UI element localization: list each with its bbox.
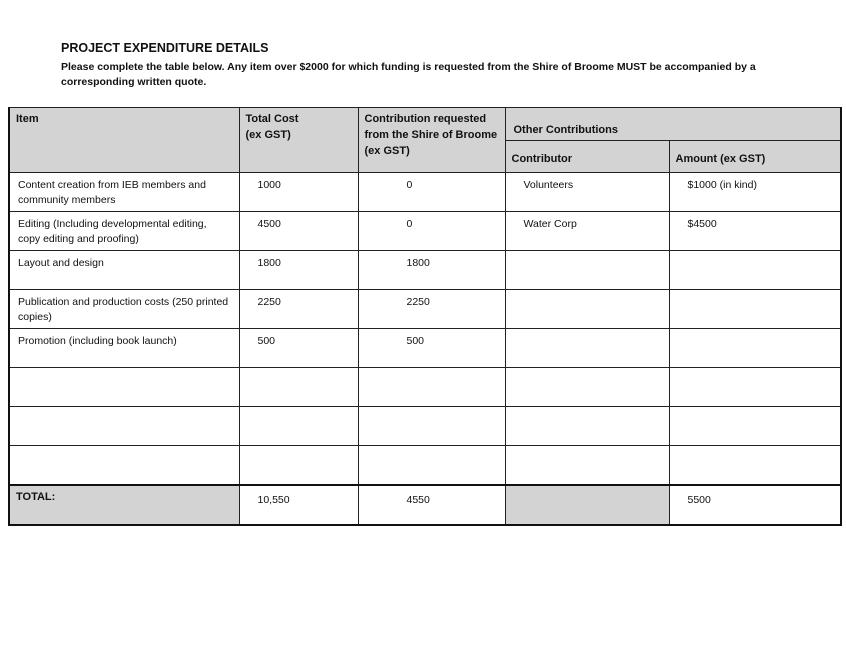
cell-amount-text	[678, 335, 688, 347]
instructions-text: Please complete the table below. Any item over $2000 for which funding is requested from the Shire of Broome MUST be accompanied by a corresponding written quote.	[61, 61, 756, 88]
cell-contributor	[505, 251, 669, 290]
cell-contributor	[505, 368, 669, 407]
cell-amount	[669, 290, 841, 329]
table-row	[9, 290, 841, 329]
cell-contributor	[505, 290, 669, 329]
header-other-contributions: Other Contributions	[505, 108, 841, 141]
cell-contributor-text	[514, 257, 524, 269]
header-contributor: Contributor	[505, 141, 669, 173]
cell-amount	[669, 212, 841, 251]
cell-item	[9, 290, 239, 329]
cell-item	[9, 212, 239, 251]
cell-amount-text: $1000 (in kind)	[687, 179, 757, 191]
cell-contributor	[505, 329, 669, 368]
table-row	[9, 407, 841, 446]
cell-shire-contribution-text	[367, 413, 407, 425]
cell-shire-contribution-text: 0	[406, 218, 413, 230]
cell-contributor	[505, 407, 669, 446]
page-title: PROJECT EXPENDITURE DETAILS	[61, 41, 269, 55]
cell-total-cost	[239, 329, 358, 368]
cell-contributor-text	[514, 452, 524, 464]
cell-contributor	[505, 446, 669, 485]
cell-amount-text	[678, 452, 688, 464]
cell-total-cost	[239, 368, 358, 407]
cell-amount-text	[678, 374, 688, 386]
cell-total-cost	[239, 446, 358, 485]
table-row	[9, 212, 841, 251]
cell-shire-contribution-text: 1800	[406, 257, 430, 269]
cell-item-text: Content creation from IEB members and community members	[18, 179, 206, 206]
cell-total-cost-text: 1000	[257, 179, 281, 191]
cell-amount	[669, 173, 841, 212]
cell-amount	[669, 251, 841, 290]
header-amount: Amount (ex GST)	[669, 141, 841, 173]
total-label: TOTAL:	[9, 485, 239, 525]
cell-total-cost-text: 2250	[257, 296, 281, 308]
table-body	[9, 173, 841, 485]
total-shire-value: 4550	[358, 485, 505, 525]
cell-shire-contribution-text	[367, 452, 407, 464]
cell-amount	[669, 407, 841, 446]
table-row	[9, 368, 841, 407]
cell-amount	[669, 446, 841, 485]
cell-contributor	[505, 212, 669, 251]
cell-item	[9, 173, 239, 212]
cell-item	[9, 407, 239, 446]
total-cost-value: 10,550	[239, 485, 358, 525]
cell-shire-contribution-text: 0	[406, 179, 413, 191]
cell-item	[9, 251, 239, 290]
cell-item-text: Publication and production costs (250 printed copies)	[18, 296, 229, 323]
cell-total-cost	[239, 212, 358, 251]
total-contributor-cell	[505, 485, 669, 525]
expenditure-table	[8, 107, 842, 526]
cell-shire-contribution	[358, 251, 505, 290]
cell-contributor-text	[514, 413, 524, 425]
cell-total-cost	[239, 407, 358, 446]
table-row	[9, 446, 841, 485]
cell-contributor	[505, 173, 669, 212]
cell-total-cost-text: 4500	[257, 218, 281, 230]
cell-total-cost-text	[248, 374, 258, 386]
cell-shire-contribution	[358, 446, 505, 485]
cell-amount	[669, 368, 841, 407]
cell-total-cost	[239, 290, 358, 329]
cell-total-cost-text	[248, 452, 258, 464]
cell-item	[9, 446, 239, 485]
total-amount-value: 5500	[669, 485, 841, 525]
cell-contributor-text: Water Corp	[523, 218, 577, 230]
cell-shire-contribution	[358, 407, 505, 446]
cell-contributor-text	[514, 374, 524, 386]
cell-amount-text	[678, 296, 688, 308]
cell-amount	[669, 329, 841, 368]
header-total-cost: Total Cost (ex GST)	[239, 108, 358, 173]
cell-amount-text	[678, 413, 688, 425]
cell-shire-contribution-text: 2250	[406, 296, 430, 308]
cell-item-text: Editing (Including developmental editing, copy editing and proofing)	[18, 218, 207, 245]
cell-shire-contribution	[358, 290, 505, 329]
cell-item-text: Promotion (including book launch)	[18, 335, 177, 347]
table-row	[9, 329, 841, 368]
cell-amount-text	[678, 257, 688, 269]
cell-shire-contribution	[358, 329, 505, 368]
cell-shire-contribution-text: 500	[406, 335, 425, 347]
cell-shire-contribution-text	[367, 374, 407, 386]
header-item: Item	[9, 108, 239, 173]
cell-shire-contribution	[358, 173, 505, 212]
cell-contributor-text: Volunteers	[523, 179, 574, 191]
cell-total-cost-text: 500	[257, 335, 276, 347]
cell-contributor-text	[514, 296, 524, 308]
cell-item	[9, 329, 239, 368]
cell-item	[9, 368, 239, 407]
cell-total-cost-text	[248, 413, 258, 425]
cell-item-text: Layout and design	[18, 257, 104, 269]
cell-amount-text: $4500	[687, 218, 717, 230]
table-row	[9, 173, 841, 212]
cell-total-cost	[239, 173, 358, 212]
table-row	[9, 251, 841, 290]
cell-shire-contribution	[358, 368, 505, 407]
cell-total-cost-text: 1800	[257, 257, 281, 269]
cell-total-cost	[239, 251, 358, 290]
header-contribution-requested: Contribution requested from the Shire of Broome (ex GST)	[358, 108, 505, 173]
cell-shire-contribution	[358, 212, 505, 251]
cell-contributor-text	[514, 335, 524, 347]
